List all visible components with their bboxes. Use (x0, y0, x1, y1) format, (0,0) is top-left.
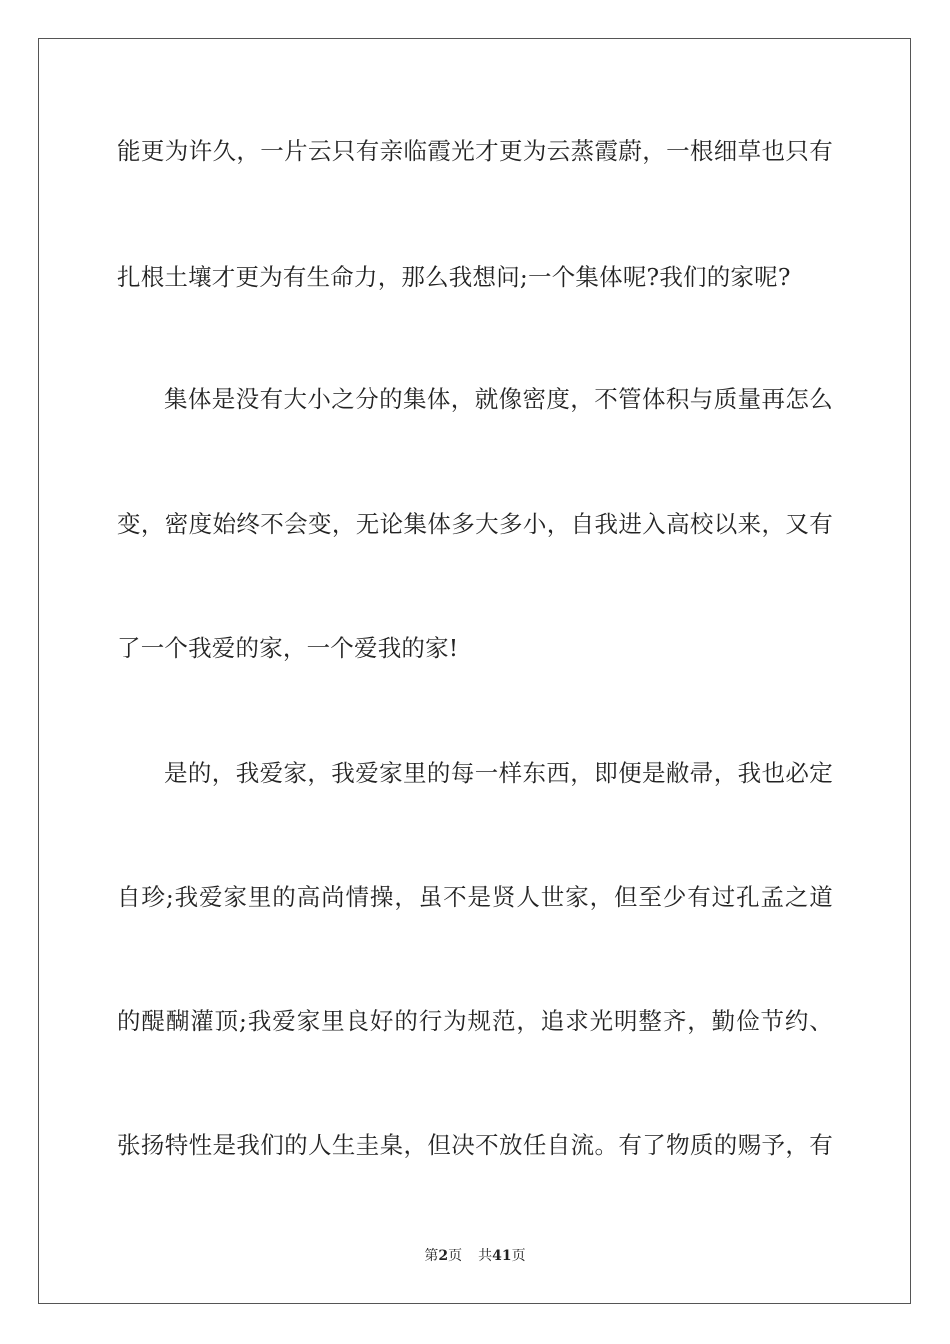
text-line-2: 扎根土壤才更为有生命力，那么我想问;一个集体呢?我们的家呢? (117, 263, 791, 291)
total-suffix: 页 (511, 1248, 526, 1264)
page-border (38, 38, 911, 1304)
text-line-1: 能更为许久，一片云只有亲临霞光才更为云蒸霞蔚，一根细草也只有 (117, 137, 833, 165)
page-prefix: 第 (424, 1248, 439, 1264)
text-line-6: 是的，我爱家，我爱家里的每一样东西，即便是敝帚，我也必定 (164, 759, 833, 787)
total-prefix: 共 (478, 1248, 493, 1264)
text-line-4: 变，密度始终不会变，无论集体多大多小，自我进入高校以来，又有 (117, 510, 833, 538)
page-number: 2 (438, 1248, 449, 1264)
text-line-3: 集体是没有大小之分的集体，就像密度，不管体积与质量再怎么 (164, 385, 833, 413)
total-pages: 41 (492, 1248, 512, 1264)
text-line-8: 的醍醐灌顶;我爱家里良好的行为规范，追求光明整齐，勤俭节约、 (117, 1007, 833, 1035)
text-line-9: 张扬特性是我们的人生圭臬，但决不放任自流。有了物质的赐予，有 (117, 1131, 833, 1159)
page-suffix: 页 (448, 1248, 463, 1264)
page-footer (0, 1245, 950, 1265)
text-line-7: 自珍;我爱家里的高尚情操，虽不是贤人世家，但至少有过孔孟之道 (117, 883, 833, 911)
text-line-5: 了一个我爱的家，一个爱我的家! (117, 634, 459, 662)
